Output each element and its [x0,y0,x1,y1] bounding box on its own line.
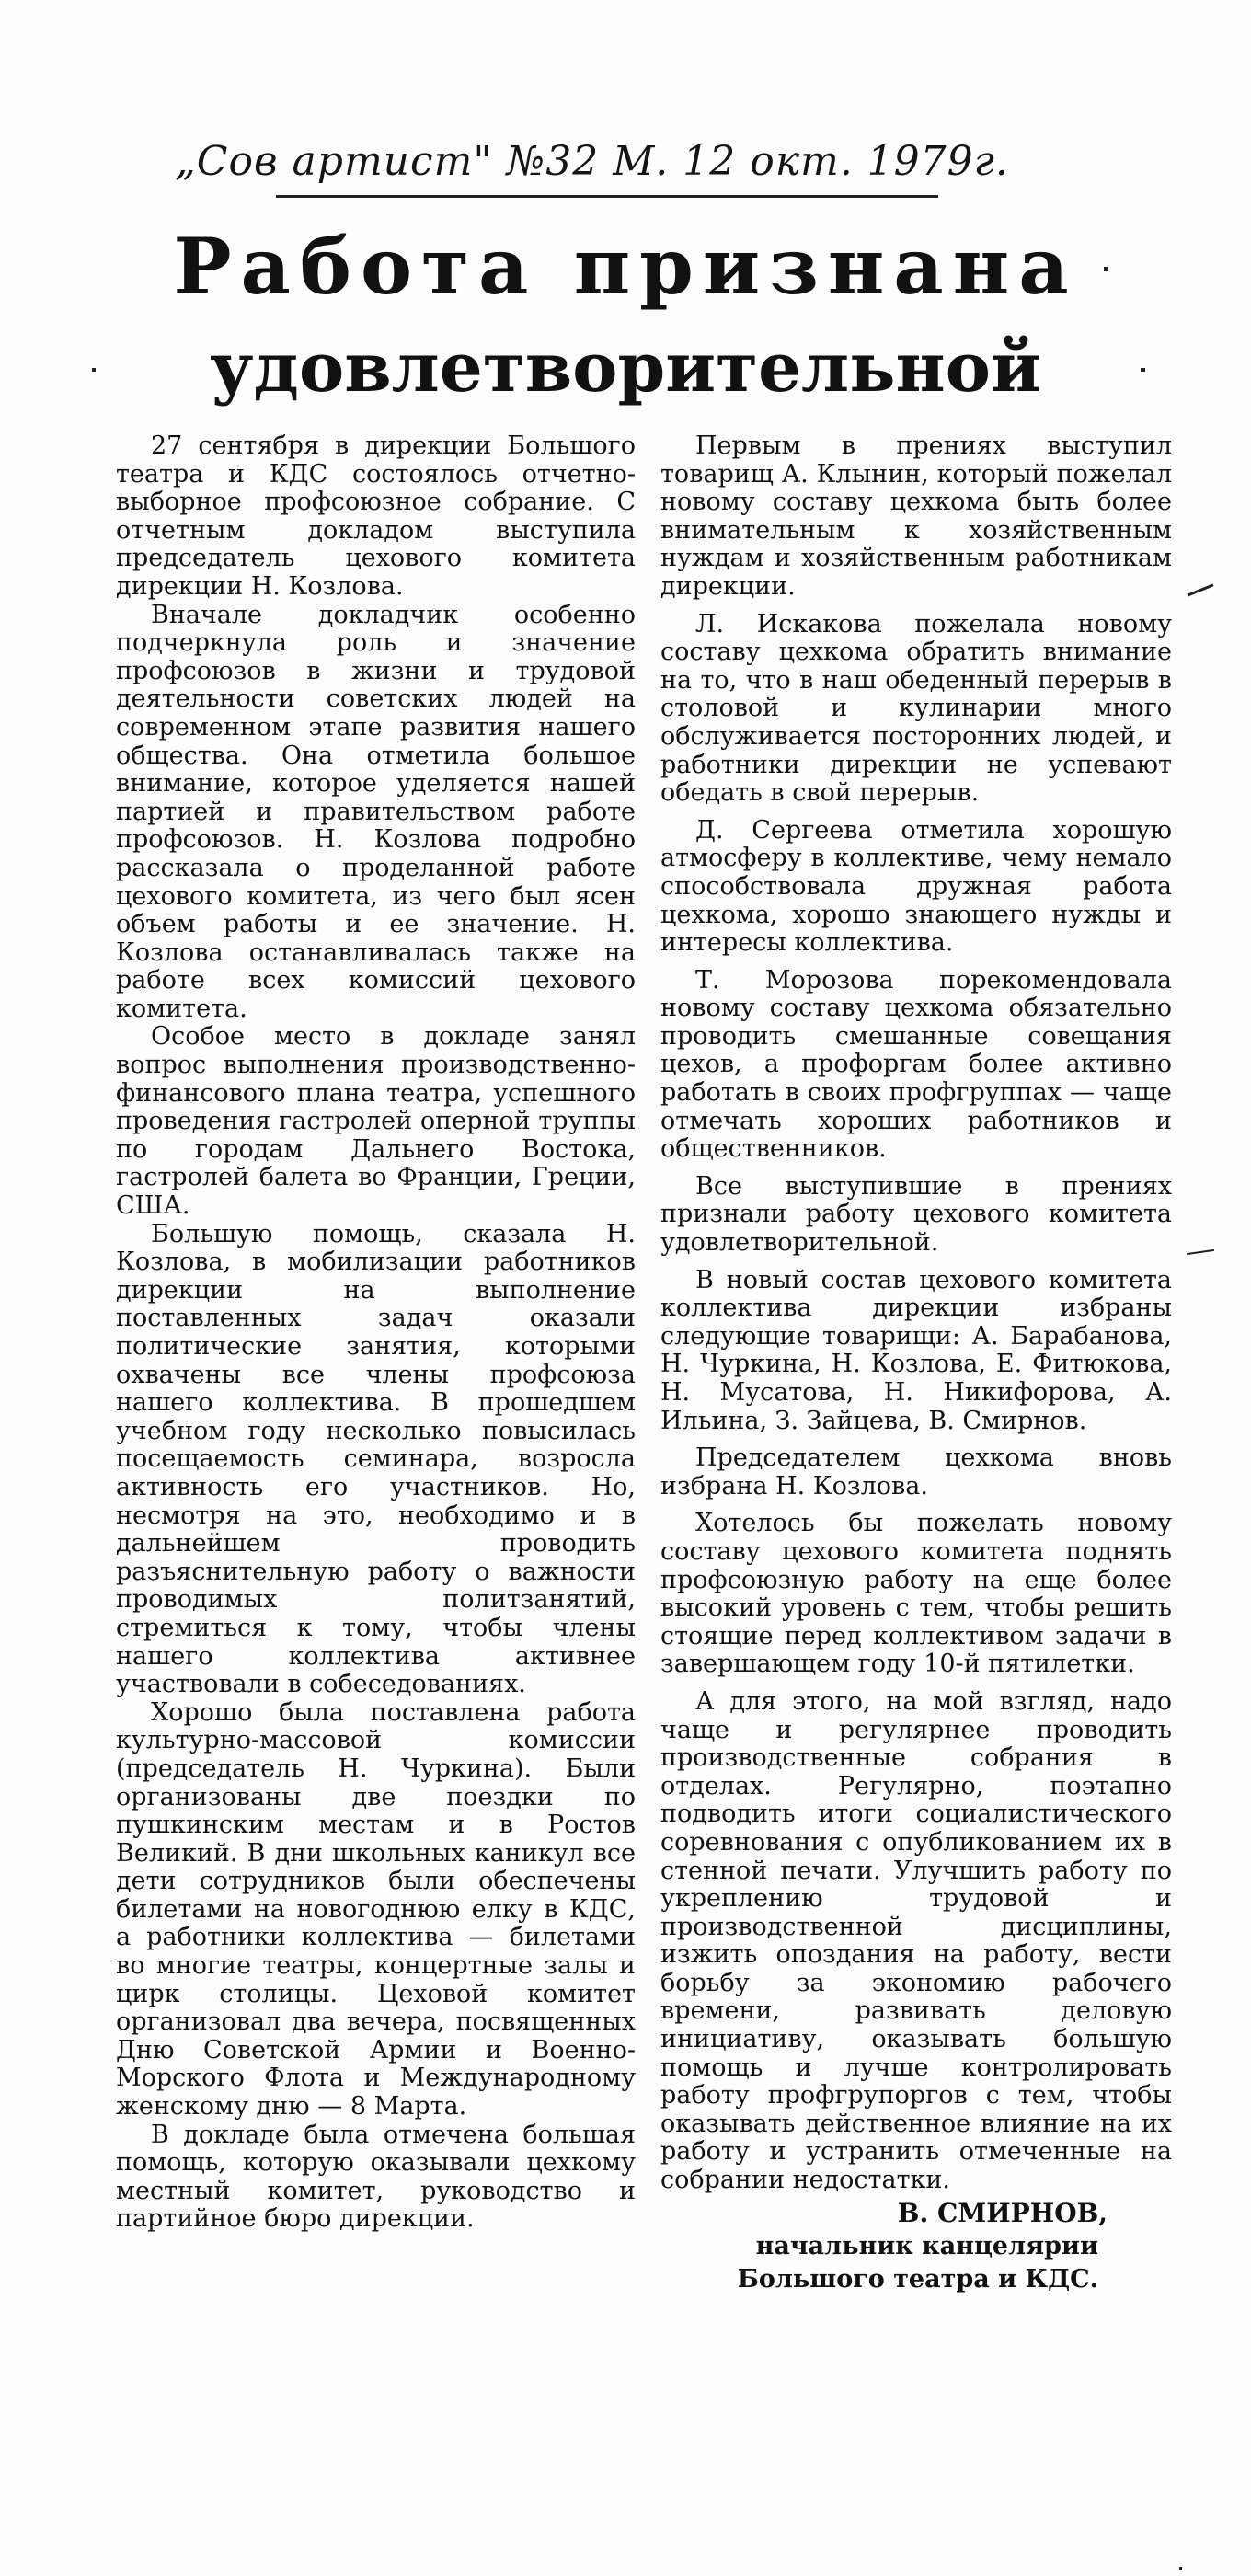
article-column-left [116,432,636,2234]
scan-speck [92,368,96,372]
article-column-right [660,432,1172,2296]
paragraph: Все выступившие в прениях признали работу цехового комитета удовлетворительной. [660,1171,1172,1258]
paragraph: Первым в прениях выступил товарищ А. Клынин, который пожелал новому составу цехкома быть более внимательным к хозяйственным нуждам и хозяйственным работникам дирекции. [660,431,1172,601]
paragraph: Особое место в докладе занял вопрос выполнения производственно-финансового плана театра, успешного проведения гастролей оперной труппы по городам Дальнего Востока, гастролей балета во Франции, Греции, США. [116,1022,636,1221]
paragraph: Л. Искакова пожелала новому составу цехкома обратить внимание на то, что в наш обеденный перерыв в столовой и кулинарии много обслуживается посторонних людей, и работники дирекции не успевают обедать в свой перерыв. [660,609,1172,808]
paragraph: А для этого, на мой взгляд, надо чаще и регулярнее проводить производственные собрания в отделах. Регулярно, поэтапно подводить итоги социалистического соревнования с опубликованием их в стенной печати. Улучшить работу по укреплению трудовой и производственной дисциплины, изжить опоздания на работу, вести борьбу за экономию рабочего времени, развивать деловую инициативу, оказывать большую помощь и лучше контролировать работу профгрупоргов с тем, чтобы оказывать действенное влияние на их работу и устранить отмеченные на собрании недостатки. [660,1686,1172,2195]
paragraph: Т. Морозова порекомендовала новому составу цехкома обязательно проводить смешанные совещания цехов, а профоргам более активно работать в своих профгруппах — чаще отмечать хороших работников и общественников. [660,965,1172,1164]
paragraph: Д. Сергеева отметила хорошую атмосферу в коллективе, чему немало способствовала дружная работа цехкома, хорошо знающего нужды и интересы коллектива. [660,815,1172,958]
paragraph: Вначале докладчик особенно подчеркнула роль и значение профсоюзов в жизни и трудовой деятельности советских людей на современном этапе развития нашего общества. Она отметила большое внимание, которое уделяется нашей партией и правительством работе профсоюзов. Н. Козлова подробно рассказала о проделанной работе цехового комитета, из чего был ясен объем работы и ее значение. Н. Козлова останавливалась также на работе всех комиссий цехового комитета. [116,600,636,1023]
paragraph: В новый состав цехового комитета коллектива дирекции избраны следующие товарищи: А. Барабанова, Н. Чуркина, Н. Козлова, Е. Фитюкова, Н. Мусатова, Н. Никифорова, А. Ильина, З. Зайцева, В. Смирнов. [660,1265,1172,1435]
scan-speck [1179,2567,1182,2570]
author-organization: Большого театра и КДС. [737,2264,1098,2294]
paragraph: Хорошо была поставлена работа культурно-массовой комиссии (председатель Н. Чуркина). Были организованы две поездки по пушкинским местам и в Ростов Великий. В дни школьных каникул все дети сотрудников были обеспечены билетами на новогоднюю елку в КДС, а работники коллектива — билетами во многие театры, концертные залы и цирк столицы. Цеховой комитет организовал два вечера, посвященных Дню Советской Армии и Военно-Морского Флота и Международному женскому дню — 8 Марта. [116,1697,636,2122]
headline-line-2: удовлетворительной [210,328,1041,408]
scan-speck [1188,583,1214,596]
paragraph: Хотелось бы пожелать новому составу цехового комитета поднять профсоюзную работу на еще более высокий уровень с тем, чтобы решить стоящие перед коллективом задачи в завершающем году 10-й пятилетки. [660,1509,1172,1679]
paragraph: В докладе была отмечена большая помощь, которую оказывали цехкому местный комитет, руководство и партийное бюро дирекции. [116,2120,636,2234]
paragraph: 27 сентября в дирекции Большого театра и КДС состоялось отчетно-выборное профсоюзное собрание. С отчетным докладом выступила председатель цехового комитета дирекции Н. Козлова. [116,431,636,601]
author-title: начальник канцелярии [755,2231,1098,2260]
paragraph: Большую помощь, сказала Н. Козлова, в мобилизации работников дирекции на выполнение поставленных задач оказали политические занятия, которыми охвачены все члены профсоюза нашего коллектива. В прошедшем учебном году несколько повысилась посещаемость семинара, возросла активность его участников. Но, несмотря на это, необходимо и в дальнейшем проводить разъяснительную работу о важности проводимых политзанятий, стремиться к тому, чтобы члены нашего коллектива активнее участвовали в собеседованиях. [116,1219,636,1699]
scan-speck [1187,1249,1214,1255]
headline-line-1: Работа признана [173,221,1078,312]
author-signature [660,2197,1172,2296]
scan-speck [1104,267,1108,271]
handwritten-underline [276,195,938,198]
paragraph: Председателем цехкома вновь избрана Н. Козлова. [660,1443,1172,1501]
handwritten-source-note: „Сов артист" №32 М. 12 окт. 1979г. [175,138,1009,185]
scan-speck [1141,368,1145,372]
author-name: В. СМИРНОВ, [897,2197,1108,2228]
